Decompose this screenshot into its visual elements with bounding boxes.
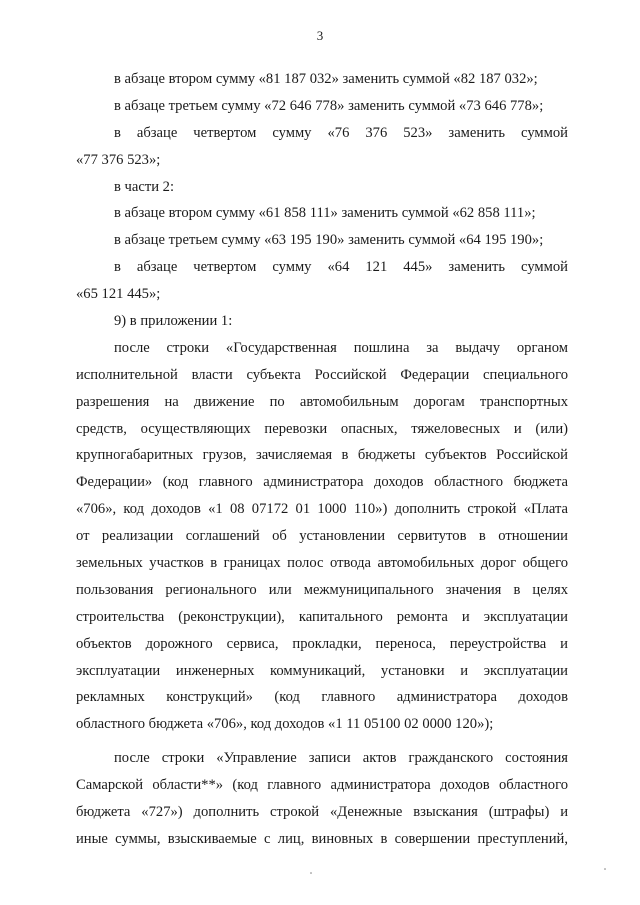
text-line: в абзаце четвертом сумму «64 121 445» заменить суммой <box>114 259 568 276</box>
text-line: Федерации» (код главного администратора доходов областного бюджета <box>76 474 568 491</box>
text-line: после строки «Управление записи актов гражданского состояния <box>114 750 568 767</box>
text-line: «65 121 445»; <box>76 286 161 303</box>
text-line: пользования регионального или межмуниципального значения в целях <box>76 581 568 598</box>
text-line: бюджета «727») дополнить строкой «Денежные взыскания (штрафы) и <box>76 804 568 821</box>
text-line: строительства (реконструкции), капитального ремонта и эксплуатации <box>76 608 568 625</box>
text-line: «77 376 523»; <box>76 151 161 168</box>
scan-speck <box>604 868 606 870</box>
paragraph-gap <box>76 738 568 745</box>
text-line: Самарской области**» (код главного администратора доходов областного <box>76 777 568 794</box>
text-line: в абзаце втором сумму «61 858 111» заменить суммой «62 858 111»; <box>114 205 536 222</box>
text-line: разрешения на движение по автомобильным дорогам транспортных <box>76 393 568 410</box>
text-line: объектов дорожного сервиса, прокладки, переноса, переустройства и <box>76 635 568 652</box>
text-line: после строки «Государственная пошлина за выдачу органом <box>114 339 568 356</box>
text-line: земельных участков в границах полос отвода автомобильных дорог общего <box>76 555 568 572</box>
text-line: иные суммы, взыскиваемые с лиц, виновных в совершении преступлений, <box>76 830 568 847</box>
text-line: в абзаце третьем сумму «72 646 778» заменить суммой «73 646 778»; <box>114 97 544 114</box>
scan-speck <box>310 872 312 874</box>
page-number: 3 <box>316 28 324 43</box>
text-line: в абзаце втором сумму «81 187 032» заменить суммой «82 187 032»; <box>114 71 538 87</box>
text-line: областного бюджета «706», код доходов «1 11 05100 02 0000 120»); <box>76 716 494 733</box>
text-line: рекламных конструкций» (код главного администратора доходов <box>76 689 568 706</box>
text-line: эксплуатации инженерных коммуникаций, установки и эксплуатации <box>76 662 568 679</box>
text-line: в абзаце третьем сумму «63 195 190» заменить суммой «64 195 190»; <box>114 232 544 249</box>
text-line: исполнительной власти субъекта Российской Федерации специального <box>76 366 568 383</box>
document-body <box>76 66 568 853</box>
text-line: «706», код доходов «1 08 07172 01 1000 110») дополнить строкой «Плата <box>76 501 568 518</box>
text-line: средств, осуществляющих перевозки опасных, тяжеловесных и (или) <box>76 420 568 437</box>
text-line: в части 2: <box>114 178 175 195</box>
text-line: 9) в приложении 1: <box>114 313 233 330</box>
text-line: от реализации соглашений об установлении сервитутов в отношении <box>76 528 568 545</box>
text-line: в абзаце четвертом сумму «76 376 523» заменить суммой <box>114 124 568 141</box>
text-line: крупногабаритных грузов, зачисляемая в бюджеты субъектов Российской <box>76 447 568 464</box>
